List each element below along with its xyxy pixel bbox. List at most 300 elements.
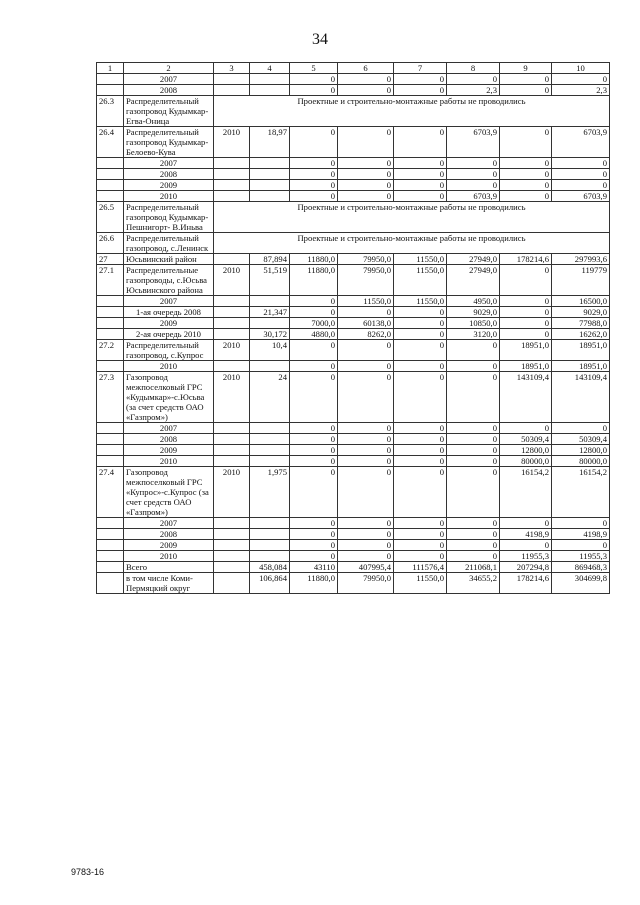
value-cell: 0	[500, 169, 552, 180]
value-cell: 0	[338, 529, 394, 540]
total-cell: 4198,9	[552, 529, 610, 540]
length-cell	[250, 85, 290, 96]
value-cell: 11550,0	[338, 296, 394, 307]
value-cell: 0	[290, 456, 338, 467]
table-row	[97, 318, 610, 329]
value-cell: 0	[290, 307, 338, 318]
object-name: в том числе Коми-Пермяцкий округ	[124, 573, 214, 594]
value-cell: 6703,9	[447, 191, 500, 202]
value-cell: 11550,0	[394, 254, 447, 265]
value-cell: 0	[338, 307, 394, 318]
value-cell: 0	[290, 85, 338, 96]
row-number: 26.6	[97, 233, 124, 254]
year-cell	[214, 329, 250, 340]
value-cell: 178214,6	[500, 573, 552, 594]
total-cell: 0	[552, 158, 610, 169]
year-cell	[214, 74, 250, 85]
value-cell: 0	[290, 127, 338, 158]
value-cell: 7000,0	[290, 318, 338, 329]
value-cell: 0	[290, 529, 338, 540]
length-cell: 51,519	[250, 265, 290, 296]
total-cell: 11955,3	[552, 551, 610, 562]
table-row	[97, 202, 610, 233]
note-cell: Проектные и строительно-монтажные работы не проводились	[214, 202, 610, 233]
column-header: 5	[290, 63, 338, 74]
value-cell: 0	[338, 169, 394, 180]
row-number	[97, 573, 124, 594]
value-cell: 0	[447, 372, 500, 423]
length-cell	[250, 434, 290, 445]
value-cell: 0	[500, 74, 552, 85]
value-cell: 0	[338, 340, 394, 361]
value-cell: 0	[394, 540, 447, 551]
value-cell: 0	[290, 74, 338, 85]
value-cell: 0	[394, 158, 447, 169]
year-cell	[214, 445, 250, 456]
object-name: 2010	[124, 551, 214, 562]
value-cell: 12800,0	[500, 445, 552, 456]
total-cell: 12800,0	[552, 445, 610, 456]
object-name: 2007	[124, 518, 214, 529]
year-cell	[214, 307, 250, 318]
length-cell: 24	[250, 372, 290, 423]
value-cell: 0	[394, 529, 447, 540]
value-cell: 0	[447, 540, 500, 551]
value-cell: 0	[500, 127, 552, 158]
value-cell: 9029,0	[447, 307, 500, 318]
value-cell: 0	[500, 329, 552, 340]
value-cell: 0	[447, 158, 500, 169]
object-name: 2007	[124, 74, 214, 85]
row-number	[97, 307, 124, 318]
object-name: Юсьвинский район	[124, 254, 214, 265]
object-name: 2008	[124, 434, 214, 445]
value-cell: 0	[394, 445, 447, 456]
length-cell: 30,172	[250, 329, 290, 340]
value-cell: 0	[394, 518, 447, 529]
row-number	[97, 180, 124, 191]
value-cell: 50309,4	[500, 434, 552, 445]
value-cell: 0	[500, 540, 552, 551]
total-cell: 0	[552, 180, 610, 191]
year-cell	[214, 296, 250, 307]
value-cell: 0	[290, 518, 338, 529]
value-cell: 0	[338, 540, 394, 551]
value-cell: 11550,0	[394, 265, 447, 296]
row-number: 27.3	[97, 372, 124, 423]
value-cell: 178214,6	[500, 254, 552, 265]
value-cell: 6703,9	[447, 127, 500, 158]
value-cell: 0	[447, 529, 500, 540]
row-number	[97, 169, 124, 180]
year-cell	[214, 573, 250, 594]
table-row	[97, 518, 610, 529]
value-cell: 18951,0	[500, 361, 552, 372]
object-name: 2009	[124, 445, 214, 456]
column-header: 7	[394, 63, 447, 74]
object-name: 2008	[124, 85, 214, 96]
value-cell: 0	[500, 85, 552, 96]
value-cell: 0	[394, 551, 447, 562]
object-name: 2008	[124, 169, 214, 180]
total-cell: 0	[552, 540, 610, 551]
value-cell: 0	[290, 180, 338, 191]
table-row	[97, 158, 610, 169]
length-cell: 1,975	[250, 467, 290, 518]
value-cell: 0	[500, 180, 552, 191]
table-row	[97, 180, 610, 191]
table-row	[97, 85, 610, 96]
total-cell: 80000,0	[552, 456, 610, 467]
table-row	[97, 307, 610, 318]
total-cell: 18951,0	[552, 361, 610, 372]
length-cell	[250, 169, 290, 180]
total-cell: 77988,0	[552, 318, 610, 329]
table-row	[97, 96, 610, 127]
length-cell: 106,864	[250, 573, 290, 594]
value-cell: 111576,4	[394, 562, 447, 573]
value-cell: 11880,0	[290, 265, 338, 296]
value-cell: 34655,2	[447, 573, 500, 594]
value-cell: 43110	[290, 562, 338, 573]
table-row	[97, 265, 610, 296]
value-cell: 0	[394, 85, 447, 96]
value-cell: 0	[394, 180, 447, 191]
note-cell: Проектные и строительно-монтажные работы не проводились	[214, 233, 610, 254]
table-header-row	[97, 63, 610, 74]
table-row	[97, 296, 610, 307]
year-cell	[214, 191, 250, 202]
total-cell: 16154,2	[552, 467, 610, 518]
length-cell	[250, 551, 290, 562]
row-number: 27.1	[97, 265, 124, 296]
table-row	[97, 329, 610, 340]
object-name: 2-ая очередь 2010	[124, 329, 214, 340]
value-cell: 0	[394, 423, 447, 434]
row-number	[97, 540, 124, 551]
row-number	[97, 158, 124, 169]
table-row	[97, 562, 610, 573]
total-cell: 2,3	[552, 85, 610, 96]
value-cell: 0	[338, 551, 394, 562]
total-cell: 0	[552, 423, 610, 434]
value-cell: 0	[338, 372, 394, 423]
value-cell: 79950,0	[338, 254, 394, 265]
value-cell: 0	[290, 296, 338, 307]
value-cell: 79950,0	[338, 265, 394, 296]
value-cell: 0	[338, 467, 394, 518]
value-cell: 27949,0	[447, 265, 500, 296]
total-cell: 143109,4	[552, 372, 610, 423]
value-cell: 0	[290, 340, 338, 361]
footer-code: 9783-16	[71, 867, 105, 877]
value-cell: 0	[447, 340, 500, 361]
value-cell: 0	[338, 85, 394, 96]
year-cell	[214, 158, 250, 169]
total-cell: 297993,6	[552, 254, 610, 265]
table-row	[97, 573, 610, 594]
object-name: 2007	[124, 158, 214, 169]
note-cell: Проектные и строительно-монтажные работы не проводились	[214, 96, 610, 127]
value-cell: 4198,9	[500, 529, 552, 540]
value-cell: 0	[500, 307, 552, 318]
value-cell: 0	[394, 434, 447, 445]
value-cell: 0	[338, 127, 394, 158]
value-cell: 0	[394, 169, 447, 180]
table-row	[97, 361, 610, 372]
value-cell: 0	[290, 361, 338, 372]
object-name: 2010	[124, 191, 214, 202]
value-cell: 0	[394, 191, 447, 202]
object-name: 2009	[124, 180, 214, 191]
row-number	[97, 74, 124, 85]
year-cell	[214, 434, 250, 445]
row-number: 26.3	[97, 96, 124, 127]
length-cell	[250, 540, 290, 551]
value-cell: 0	[394, 467, 447, 518]
value-cell: 2,3	[447, 85, 500, 96]
table-row	[97, 467, 610, 518]
object-name: 2009	[124, 318, 214, 329]
value-cell: 0	[290, 191, 338, 202]
value-cell: 0	[500, 265, 552, 296]
year-cell: 2010	[214, 265, 250, 296]
total-cell: 0	[552, 74, 610, 85]
length-cell: 18,97	[250, 127, 290, 158]
table-row	[97, 540, 610, 551]
value-cell: 0	[290, 540, 338, 551]
year-cell	[214, 169, 250, 180]
total-cell: 16262,0	[552, 329, 610, 340]
total-cell: 9029,0	[552, 307, 610, 318]
table-row	[97, 340, 610, 361]
value-cell: 10850,0	[447, 318, 500, 329]
value-cell: 11955,3	[500, 551, 552, 562]
year-cell: 2010	[214, 467, 250, 518]
row-number: 27.4	[97, 467, 124, 518]
value-cell: 0	[447, 423, 500, 434]
year-cell: 2010	[214, 127, 250, 158]
value-cell: 0	[500, 518, 552, 529]
value-cell: 3120,0	[447, 329, 500, 340]
row-number	[97, 191, 124, 202]
object-name: Распределительный газопровод, с.Ленинск	[124, 233, 214, 254]
object-name: Распределительные газопроводы, с.Юсьва Юсьвинского района	[124, 265, 214, 296]
length-cell: 458,084	[250, 562, 290, 573]
length-cell	[250, 518, 290, 529]
value-cell: 0	[500, 158, 552, 169]
object-name: 1-ая очередь 2008	[124, 307, 214, 318]
row-number	[97, 423, 124, 434]
year-cell	[214, 85, 250, 96]
value-cell: 60138,0	[338, 318, 394, 329]
object-name: Газопровод межпоселковый ГРС «Купрос»-с.Купрос (за счет средств ОАО «Газпром»)	[124, 467, 214, 518]
year-cell	[214, 456, 250, 467]
value-cell: 0	[394, 74, 447, 85]
value-cell: 0	[447, 169, 500, 180]
year-cell	[214, 562, 250, 573]
value-cell: 80000,0	[500, 456, 552, 467]
length-cell	[250, 158, 290, 169]
value-cell: 0	[447, 467, 500, 518]
total-cell: 16500,0	[552, 296, 610, 307]
value-cell: 0	[338, 423, 394, 434]
table-row	[97, 191, 610, 202]
table-row	[97, 233, 610, 254]
value-cell: 207294,8	[500, 562, 552, 573]
length-cell	[250, 191, 290, 202]
value-cell: 0	[447, 551, 500, 562]
value-cell: 8262,0	[338, 329, 394, 340]
total-cell: 0	[552, 169, 610, 180]
object-name: 2007	[124, 423, 214, 434]
year-cell	[214, 423, 250, 434]
table-row	[97, 456, 610, 467]
object-name: 2009	[124, 540, 214, 551]
table-row	[97, 74, 610, 85]
object-name: 2010	[124, 361, 214, 372]
total-cell: 0	[552, 518, 610, 529]
value-cell: 0	[338, 180, 394, 191]
length-cell	[250, 180, 290, 191]
value-cell: 0	[290, 445, 338, 456]
row-number: 26.5	[97, 202, 124, 233]
value-cell: 0	[394, 456, 447, 467]
value-cell: 0	[338, 434, 394, 445]
length-cell	[250, 318, 290, 329]
table-row	[97, 423, 610, 434]
object-name: Газопровод межпоселковый ГРС «Кудымкар»-с.Юсьва (за счет средств ОАО «Газпром»)	[124, 372, 214, 423]
value-cell: 0	[500, 191, 552, 202]
value-cell: 0	[338, 456, 394, 467]
data-table	[96, 62, 610, 594]
table-row	[97, 254, 610, 265]
value-cell: 0	[394, 127, 447, 158]
column-header: 3	[214, 63, 250, 74]
year-cell	[214, 361, 250, 372]
year-cell	[214, 254, 250, 265]
value-cell: 0	[338, 158, 394, 169]
table-row	[97, 529, 610, 540]
value-cell: 0	[394, 340, 447, 361]
value-cell: 407995,4	[338, 562, 394, 573]
value-cell: 11550,0	[394, 573, 447, 594]
value-cell: 143109,4	[500, 372, 552, 423]
value-cell: 4950,0	[447, 296, 500, 307]
value-cell: 0	[338, 361, 394, 372]
column-header: 8	[447, 63, 500, 74]
row-number	[97, 318, 124, 329]
length-cell	[250, 456, 290, 467]
value-cell: 0	[290, 169, 338, 180]
length-cell	[250, 445, 290, 456]
value-cell: 0	[447, 180, 500, 191]
row-number: 27	[97, 254, 124, 265]
column-header: 1	[97, 63, 124, 74]
table-row	[97, 445, 610, 456]
value-cell: 0	[394, 361, 447, 372]
column-header: 10	[552, 63, 610, 74]
table-row	[97, 127, 610, 158]
column-header: 9	[500, 63, 552, 74]
year-cell: 2010	[214, 372, 250, 423]
length-cell	[250, 361, 290, 372]
table-row	[97, 434, 610, 445]
value-cell: 27949,0	[447, 254, 500, 265]
year-cell	[214, 551, 250, 562]
object-name: 2008	[124, 529, 214, 540]
total-cell: 869468,3	[552, 562, 610, 573]
row-number: 27.2	[97, 340, 124, 361]
object-name: 2010	[124, 456, 214, 467]
row-number	[97, 361, 124, 372]
object-name: Распределительный газопровод Кудымкар-Егва-Оница	[124, 96, 214, 127]
table-row	[97, 169, 610, 180]
year-cell: 2010	[214, 340, 250, 361]
total-cell: 18951,0	[552, 340, 610, 361]
value-cell: 0	[500, 423, 552, 434]
object-name: Распределительный газопровод Кудымкар-Белоево-Кува	[124, 127, 214, 158]
length-cell	[250, 529, 290, 540]
year-cell	[214, 318, 250, 329]
value-cell: 11880,0	[290, 254, 338, 265]
table-row	[97, 551, 610, 562]
value-cell: 79950,0	[338, 573, 394, 594]
value-cell: 18951,0	[500, 340, 552, 361]
column-header: 4	[250, 63, 290, 74]
value-cell: 0	[290, 551, 338, 562]
value-cell: 0	[338, 74, 394, 85]
value-cell: 0	[338, 445, 394, 456]
total-cell: 6703,9	[552, 127, 610, 158]
row-number	[97, 329, 124, 340]
value-cell: 16154,2	[500, 467, 552, 518]
value-cell: 0	[290, 423, 338, 434]
value-cell: 0	[290, 467, 338, 518]
year-cell	[214, 529, 250, 540]
value-cell: 11880,0	[290, 573, 338, 594]
value-cell: 4880,0	[290, 329, 338, 340]
value-cell: 11550,0	[394, 296, 447, 307]
row-number	[97, 456, 124, 467]
row-number	[97, 434, 124, 445]
total-cell: 119779	[552, 265, 610, 296]
row-number	[97, 85, 124, 96]
value-cell: 0	[290, 158, 338, 169]
row-number	[97, 445, 124, 456]
value-cell: 0	[394, 318, 447, 329]
value-cell: 0	[447, 434, 500, 445]
value-cell: 0	[447, 518, 500, 529]
value-cell: 0	[338, 518, 394, 529]
length-cell: 10,4	[250, 340, 290, 361]
value-cell: 0	[500, 296, 552, 307]
row-number	[97, 529, 124, 540]
row-number: 26.4	[97, 127, 124, 158]
table-row	[97, 372, 610, 423]
length-cell: 21,347	[250, 307, 290, 318]
total-cell: 50309,4	[552, 434, 610, 445]
length-cell: 87,894	[250, 254, 290, 265]
total-cell: 304699,8	[552, 573, 610, 594]
row-number	[97, 562, 124, 573]
object-name: Распределительный газопровод Кудымкар-Пешнигорт- В.Иньва	[124, 202, 214, 233]
column-header: 2	[124, 63, 214, 74]
value-cell: 0	[500, 318, 552, 329]
value-cell: 0	[290, 434, 338, 445]
value-cell: 211068,1	[447, 562, 500, 573]
length-cell	[250, 296, 290, 307]
